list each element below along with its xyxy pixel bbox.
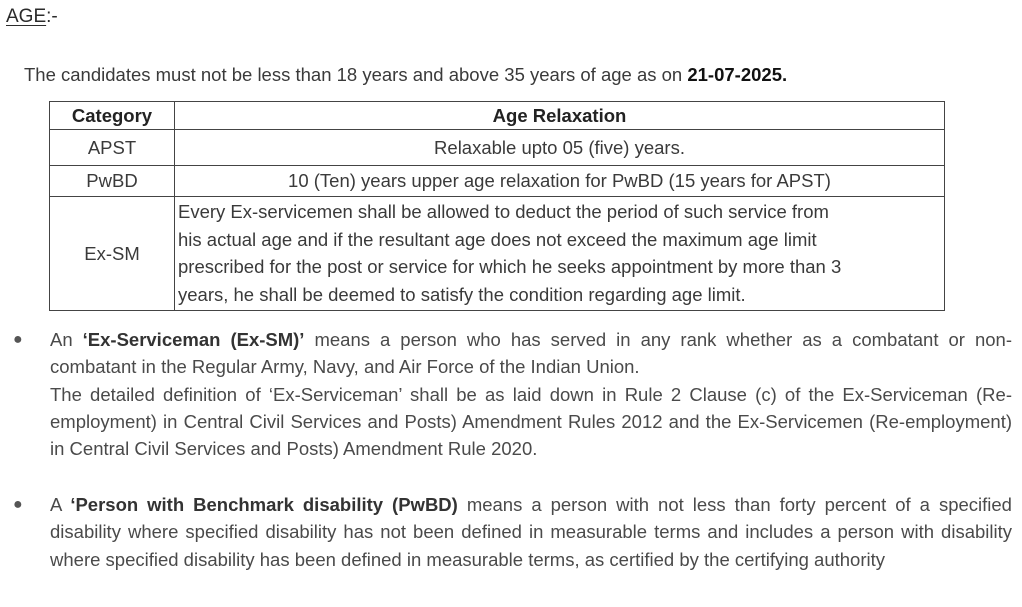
row-relaxation: 10 (Ten) years upper age relaxation for PwBD (15 years for APST): [175, 166, 945, 197]
row-category: PwBD: [50, 166, 175, 197]
bullet-lead: A: [50, 494, 71, 515]
bullet-term: ‘Person with Benchmark disability (PwBD): [70, 494, 458, 515]
cutoff-date: 21-07-2025.: [687, 64, 788, 85]
table-row: [50, 130, 945, 166]
heading-suffix: :-: [46, 6, 58, 27]
row-category: Ex-SM: [50, 197, 175, 311]
ex-sm-definition: [50, 326, 1012, 381]
header-category: Category: [50, 102, 175, 130]
bullet-text: means a person with not less than forty percent of a specified disability where specified disability has not been defined in measurable terms and includes a person with disability where specified disability has been defined in measurable terms, as certified by the certifying authority: [50, 494, 1012, 570]
list-item-pwbd: [13, 491, 1012, 573]
bullet-term: ‘Ex-Serviceman (Ex-SM)’: [82, 329, 305, 350]
table-row: [50, 197, 945, 311]
pwbd-definition: [50, 491, 1012, 573]
bullet-dot-icon: ●: [13, 331, 23, 348]
intro-sentence: The candidates must not be less than 18 years and above 35 years of age as on: [24, 64, 688, 85]
relaxation-line: prescribed for the post or service for which he seeks appointment by more than 3: [178, 256, 842, 277]
section-heading: [6, 6, 58, 28]
row-category: APST: [50, 130, 175, 166]
table-header-row: [50, 102, 945, 130]
bullet-dot-icon: ●: [13, 496, 23, 513]
row-relaxation: Relaxable upto 05 (five) years.: [175, 130, 945, 166]
bullet-text: means a person who has served in any rank whether as a combatant or non-combatant in the Regular Army, Navy, and Air Force of the Indian Union.: [50, 329, 1012, 378]
age-intro-text: [24, 64, 787, 86]
relaxation-line: his actual age and if the resultant age does not exceed the maximum age limit: [178, 228, 817, 250]
ex-sm-detail: The detailed definition of ‘Ex-Serviceman’ shall be as laid down in Rule 2 Clause (c) of the Ex-Serviceman (Re-employment) in Central Civil Services and Posts) Amendment Rules 2012 and the Ex-Servicemen (Re-employment) in Central Civil Services and Posts) Amendment Rule 2020.: [50, 383, 1012, 460]
heading-title: AGE: [6, 6, 47, 27]
list-item-ex-serviceman: [13, 326, 1012, 462]
header-age-relaxation: Age Relaxation: [175, 102, 945, 130]
row-relaxation: [175, 197, 945, 311]
bullet-lead: An: [50, 329, 83, 350]
relaxation-line: Every Ex-servicemen shall be allowed to deduct the period of such service from: [178, 201, 829, 222]
age-relaxation-table: [49, 101, 945, 311]
table-row: [50, 166, 945, 197]
relaxation-line: years, he shall be deemed to satisfy the condition regarding age limit.: [178, 283, 746, 305]
